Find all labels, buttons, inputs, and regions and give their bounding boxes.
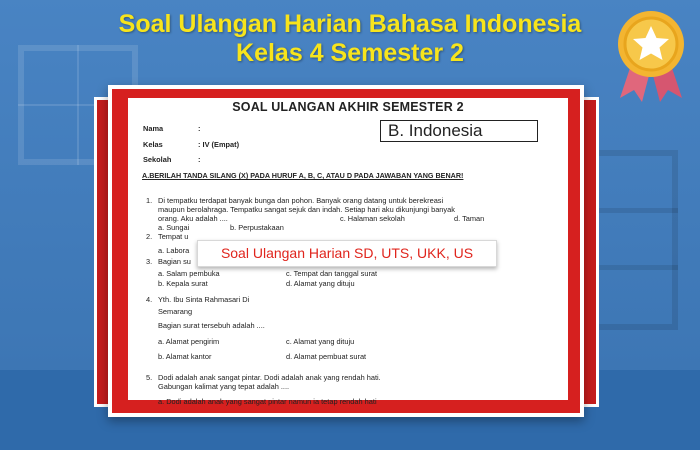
question-text: Semarang <box>158 307 193 316</box>
option-a: a. Sungai <box>158 223 190 232</box>
field-nama <box>143 124 200 133</box>
option-d: d. Taman <box>454 214 485 223</box>
option-a: a. Labora <box>158 246 190 255</box>
option-b: b. Kepala surat <box>158 279 208 288</box>
question-text: Bagian surat tersebuh adalah .... <box>158 321 265 330</box>
question-text: Tempat u <box>158 232 189 241</box>
question-text: Gabungan kalimat yang tepat adalah .... <box>158 382 290 391</box>
option-d: d. Alamat yang dituju <box>286 279 355 288</box>
field-kelas-value: : IV (Empat) <box>198 140 240 149</box>
option-c: c. Tempat dan tanggal surat <box>286 269 378 278</box>
option-b: b. Alamat kantor <box>158 352 212 361</box>
option-d: d. Alamat pembuat surat <box>286 352 367 361</box>
question-text: Di tempatku terdapat banyak bunga dan pohon. Banyak orang datang untuk berekreasi <box>158 196 444 205</box>
field-nama-value: : <box>198 124 201 133</box>
question-number: 5. <box>146 373 153 382</box>
field-kelas <box>143 140 239 149</box>
option-a: a. Salam pembuka <box>158 269 220 278</box>
subject-box: B. Indonesia <box>380 120 538 142</box>
question-text: orang. Aku adalah .... <box>158 214 228 223</box>
option-c: c. Alamat yang dituju <box>286 337 355 346</box>
question-number: 4. <box>146 295 153 304</box>
field-sekolah-label: Sekolah <box>143 155 172 164</box>
field-kelas-label: Kelas <box>143 140 163 149</box>
sheet-title: SOAL ULANGAN AKHIR SEMESTER 2 <box>232 100 464 114</box>
field-sekolah-value: : <box>198 155 201 164</box>
question-number: 2. <box>146 232 153 241</box>
option-c: c. Halaman sekolah <box>340 214 405 223</box>
headline-line-2: Kelas 4 Semester 2 <box>236 39 464 67</box>
option-b: b. Perpustakaan <box>230 223 284 232</box>
question-text: Bagian su <box>158 257 191 266</box>
option-a: a. Dodi adalah anak yang sangat pintar namun ia tetap rendah hati <box>158 397 377 406</box>
field-nama-label: Nama <box>143 124 164 133</box>
star-medal-icon <box>612 6 690 104</box>
headline-line-1: Soal Ulangan Harian Bahasa Indonesia <box>118 10 582 38</box>
option-a: a. Alamat pengirim <box>158 337 220 346</box>
headline <box>60 10 640 68</box>
question-text: Yth. Ibu Sinta Rahmasari Di <box>158 295 250 304</box>
question-number: 1. <box>146 196 153 205</box>
instruction: A.BERILAH TANDA SILANG (X) PADA HURUF A, B, C, ATAU D PADA JAWABAN YANG BENAR! <box>142 171 464 180</box>
question-number: 3. <box>146 257 153 266</box>
question-text: maupun berolahraga. Tempatku sangat sejuk dan indah. Setiap hari aku dikunjungi banyak <box>158 205 455 214</box>
field-sekolah <box>143 155 200 164</box>
promo-banner: Soal Ulangan Harian SD, UTS, UKK, US <box>197 240 497 267</box>
question-text: Dodi adalah anak sangat pintar. Dodi adalah anak yang rendah hati. <box>158 373 381 382</box>
